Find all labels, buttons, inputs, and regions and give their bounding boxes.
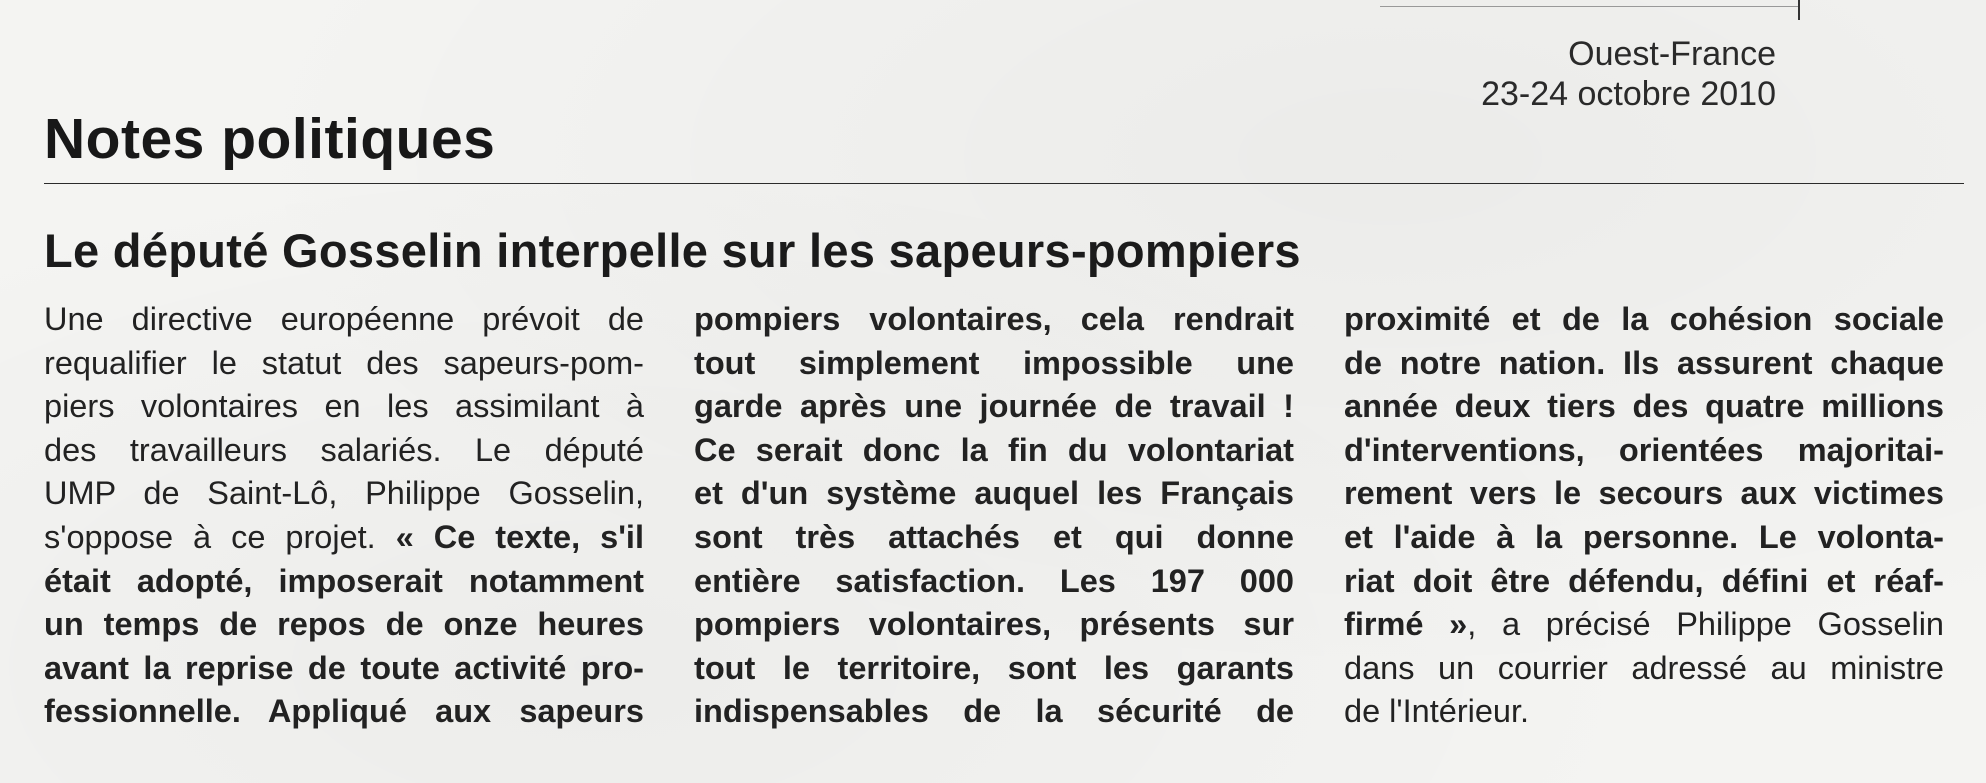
rubric-divider (44, 183, 1964, 184)
clipping-edge-line (1380, 6, 1800, 7)
text-line: rement vers le secours aux victimes (1344, 475, 1944, 512)
article-column-2 (694, 298, 1294, 734)
text-plain: s'oppose à ce projet. (44, 518, 396, 555)
text-line: des travailleurs salariés. Le député (44, 431, 644, 468)
text-line: d'interventions, orientées majoritai- (1344, 431, 1944, 468)
text-line: pompiers volontaires, présents sur (694, 606, 1294, 643)
text-line: proximité et de la cohésion sociale (1344, 301, 1944, 337)
text-line: piers volontaires en les assimilant à (44, 388, 644, 425)
article-column-3 (1344, 298, 1944, 734)
text-line: UMP de Saint-Lô, Philippe Gosselin, (44, 475, 644, 512)
text-line-mixed (1344, 603, 1944, 647)
text-line: dans un courrier adressé au ministre (1344, 649, 1944, 686)
text-line: garde après une journée de travail ! (694, 388, 1294, 425)
source-block (1481, 34, 1776, 114)
publication-date: 23-24 octobre 2010 (1481, 75, 1776, 113)
newspaper-name: Ouest-France (1568, 35, 1776, 73)
text-line: indispensables de la sécurité de (694, 693, 1294, 730)
clipping-edge-mark (1790, 0, 1800, 20)
article-column-1 (44, 298, 644, 734)
text-plain: , a précisé Philippe Gosselin (1467, 606, 1944, 643)
text-line: et l'aide à la personne. Le volonta- (1344, 518, 1944, 555)
article-headline: Le député Gosselin interpelle sur les sapeurs-pompiers (44, 224, 1301, 277)
rubric-title: Notes politiques (44, 107, 496, 171)
text-bold: firmé » (1344, 606, 1468, 643)
text-line: Ce serait donc la fin du volontariat (694, 431, 1294, 468)
text-line: année deux tiers des quatre millions (1344, 388, 1944, 425)
text-line-mixed (44, 516, 644, 560)
text-bold: « Ce texte, s'il (395, 518, 644, 555)
text-line: fessionnelle. Appliqué aux sapeurs (44, 693, 644, 730)
text-line: entière satisfaction. Les 197 000 (694, 562, 1294, 599)
text-line: tout simplement impossible une (694, 344, 1294, 381)
text-line: et d'un système auquel les Français (694, 475, 1294, 512)
text-line: riat doit être défendu, défini et réaf- (1344, 562, 1944, 599)
text-line: un temps de repos de onze heures (44, 606, 644, 643)
bleed-through-text (560, 96, 576, 163)
text-line: requalifier le statut des sapeurs-pom- (44, 344, 644, 381)
text-line: Une directive européenne prévoit de (44, 301, 644, 337)
text-line: sont très attachés et qui donne (694, 518, 1294, 555)
text-line: était adopté, imposerait notamment (44, 562, 644, 599)
text-line: avant la reprise de toute activité pro- (44, 649, 644, 686)
text-line: pompiers volontaires, cela rendrait (694, 301, 1294, 337)
text-line: de notre nation. Ils assurent chaque (1344, 344, 1944, 381)
text-line: tout le territoire, sont les garants (694, 649, 1294, 686)
text-line: de l'Intérieur. (1344, 693, 1530, 730)
